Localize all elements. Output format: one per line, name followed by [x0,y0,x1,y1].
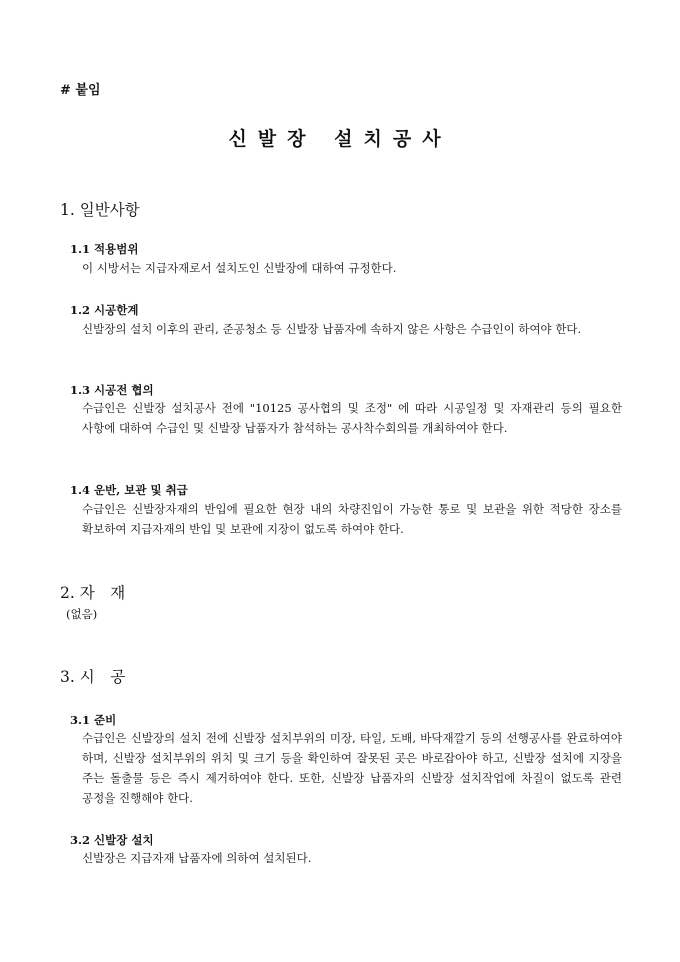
subsection-heading-1-1: 1.1 적용범위 [70,242,139,256]
subsection-heading-3-2: 3.2 신발장 설치 [70,833,154,847]
subsection-text-1-2: 신발장의 설치 이후의 관리, 준공청소 등 신발장 납품자에 속하지 않은 사항은 수급인이 하여야 한다. [82,322,582,336]
subsection-heading-1-3: 1.3 시공전 협의 [70,383,154,397]
subsection-text-3-2: 신발장은 지급자재 납품자에 의하여 설치된다. [82,851,312,865]
document-title: 신발장 설치공사 [228,128,452,150]
attachment-tag: # 붙임 [60,83,101,98]
subsection-text-1-4: 수급인은 신발장자재의 반입에 필요한 현장 내의 차량진입이 가능한 통로 및 보관을 위한 적당한 장소를 확보하여 지급자재의 반입 및 보관에 지장이 없도록 하여야 한다. [82,502,622,536]
section-heading-materials: 2. 자 재 [60,584,126,602]
section-heading-general: 1. 일반사항 [60,201,140,219]
subsection-text-1-1: 이 시방서는 지급자재로서 설치도인 신발장에 대하여 규정한다. [82,261,397,275]
subsection-heading-1-4: 1.4 운반, 보관 및 취급 [70,483,188,497]
subsection-text-3-1: 수급인은 신발장의 설치 전에 신발장 설치부위의 미장, 타일, 도배, 바닥재깔기 등의 선행공사를 완료하여야 하며, 신발장 설치부위의 위치 및 크기 등을 확인하여 잘못된 곳은 바로잡아야 하고, 신발장 설치에 지장을 주는 돌출물 등은 즉시 제거하여야 한다. 또한, 신발장 납품자의 신발장 설치작업에 차질이 없도록 관련 공정을 진행해야 한다. [82,731,622,805]
subsection-text-1-3: 수급인은 신발장 설치공사 전에 "10125 공사협의 및 조정" 에 따라 시공일정 및 자재관리 등의 필요한 사항에 대하여 수급인 및 신발장 납품자가 참석하는 공사착수회의를 개최하여야 한다. [82,401,622,435]
section-heading-construction: 3. 시 공 [60,668,126,686]
materials-note: (없음) [66,607,98,621]
subsection-heading-1-2: 1.2 시공한계 [70,303,139,317]
subsection-heading-3-1: 3.1 준비 [70,713,117,727]
